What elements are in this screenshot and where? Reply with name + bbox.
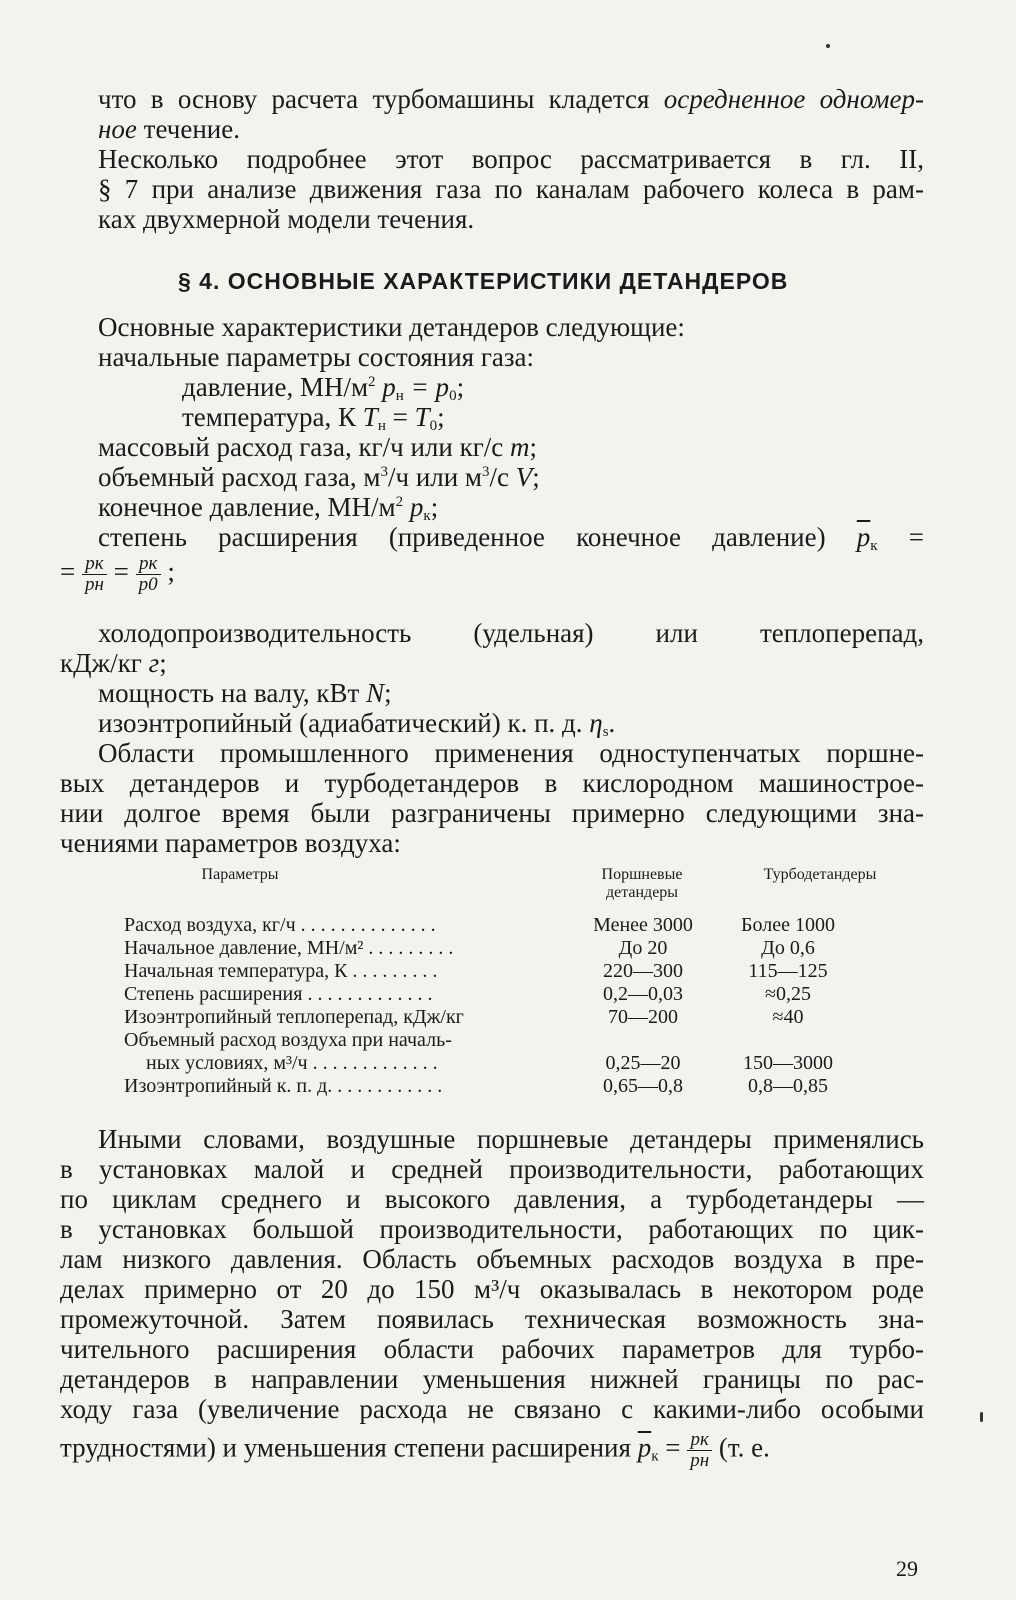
list-cold-a: холодопроизводительность (удельная) или теплоперепад, [98,618,924,648]
para4-line10: ходу газа (увеличение расхода не связано с какими-либо особыми [60,1394,924,1424]
list-power: мощность на валу, кВт N; [98,678,392,708]
fraction-pk-p0: $\frac{pк}{p0}$ [136,554,161,595]
para4-line1: Иными словами, воздушные поршневые детандеры применялись [98,1124,924,1154]
fraction-pk-pn: $\frac{pк}{pн}$ [82,554,107,595]
para4-last-line: трудностями) и уменьшения степени расширения $\overline{p}_к$ = $\frac{pк}{pн}$ (т. е. [60,1429,770,1471]
list-efficiency: изоэнтропийный (адиабатический) к. п. д. $\eta_s$. [98,708,616,740]
list-ratio: степень расширения (приведенное конечное давление) $\overline{p}_к$ = [98,522,924,554]
table-row: Степень расширения . . . . . . . . . . . . . 0,2—0,03 ≈0,25 [124,983,811,1005]
table-row: Объемный расход воздуха при началь- [124,1029,452,1051]
para3-line4: чениями параметров воздуха: [60,828,401,858]
table-row: Расход воздуха, кг/ч . . . . . . . . . . . . . . Менее 3000 Более 1000 [124,914,835,936]
para4-line2: в установках малой и средней производительности, работающих [60,1154,924,1184]
para2-line3: ках двухмерной модели течения. [98,204,475,234]
list-mass-flow: массовый расход газа, кг/ч или кг/с m; [98,432,538,462]
table-row: Начальная температура, К . . . . . . . . . 220—300 115—125 [124,960,828,982]
para4-line9: детандеров в направлении уменьшения нижней границы по рас- [60,1364,924,1394]
para2-line2: § 7 при анализе движения газа по каналам рабочего колеса в рам- [98,174,924,204]
ratio-formula: = $\frac{pк}{pн}$ = $\frac{pк}{p0}$ ; [60,553,175,595]
table-row: Изоэнтропийный к. п. д. . . . . . . . . . . . 0,65—0,8 0,8—0,85 [124,1075,828,1097]
table-row: Начальное давление, МН/м² . . . . . . . . . До 20 До 0,6 [124,937,815,959]
para3-line2: вых детандеров и турбодетандеров в кислородном машинострое- [60,768,924,798]
table-row: ных условиях, м³/ч . . . . . . . . . . . . . 0,25—20 150—3000 [146,1052,833,1074]
list-temperature: температура, К $T_н = T_0$; [182,402,445,434]
list-cold-b: кДж/кг г; [60,648,167,678]
para4-line7: промежуточной. Затем появилась техническая возможность зна- [60,1304,924,1334]
para3-line1: Области промышленного применения одноступенчатых поршне- [98,738,924,768]
para4-line6: делах примерно от 20 до 150 м³/ч оказывалась в некотором роде [60,1274,924,1304]
para1-line1: что в основу расчета турбомашины кладется осредненное одномер- [98,84,924,114]
para4-line5: лам низкого давления. Область объемных расходов воздуха в пре- [60,1244,924,1274]
print-speck [826,44,830,48]
list-volume-flow: объемный расход газа, $м^3/ч$ или $м^3/с$ V; [98,462,540,492]
para4-line8: чительного расширения области рабочих параметров для турбо- [60,1334,924,1364]
list-final-pressure: конечное давление, $МН/м^2$ $p_к$; [98,492,439,524]
list-initial: начальные параметры состояния газа: [98,342,535,372]
table-header-piston: Поршневые детандеры [601,866,683,901]
table-row: Изоэнтропийный теплоперепад, кДж/кг 70—200 ≈40 [124,1006,804,1028]
para4-line3: по циклам среднего и высокого давления, а турбодетандеры — [60,1184,924,1214]
section-heading: § 4. ОСНОВНЫЕ ХАРАКТЕРИСТИКИ ДЕТАНДЕРОВ [178,268,789,294]
table-header-turbo: Турбодетандеры [763,866,877,883]
list-pressure: давление, $МН/м^2$ $p_н = p_0$; [182,372,465,404]
page-number: 29 [896,1556,918,1581]
table-header-params: Параметры [201,866,279,883]
para2-line1: Несколько подробнее этот вопрос рассматривается в гл. II, [98,144,924,174]
para3-line3: нии долгое время были разграничены примерно следующими зна- [60,798,924,828]
para4-line4: в установках большой производительности, работающих по цик- [60,1214,924,1244]
fraction-pk-pn: $\frac{pк}{pн}$ [687,1430,712,1471]
print-speck [980,1412,983,1422]
para1-line2: ное течение. [98,114,240,144]
list-intro: Основные характеристики детандеров следующие: [98,312,685,342]
